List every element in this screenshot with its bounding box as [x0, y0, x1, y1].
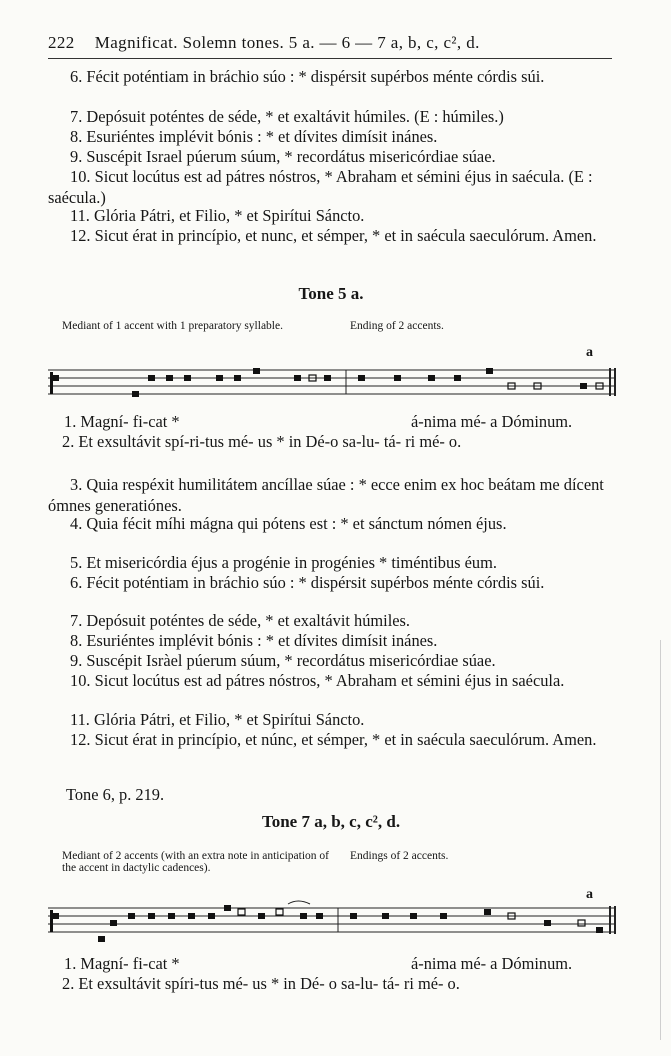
- verse-top-11: 11. Glória Pátri, et Filio, * et Spirítui Sáncto.: [70, 206, 365, 225]
- tone-5a-verse-6: 6. Fécit poténtiam in bráchio súo : * dispérsit supérbos ménte córdis súi.: [70, 573, 545, 592]
- running-title: Magnificat. Solemn tones. 5 a. — 6 — 7 a, b, c, c², d.: [94, 33, 480, 52]
- verse-top-9: 9. Suscépit Israel púerum súum, * recordátus misericórdiae súae.: [70, 147, 496, 166]
- verse-top-6: 6. Fécit poténtiam in bráchio súo : * dispérsit supérbos ménte córdis súi.: [70, 67, 545, 86]
- tone-5a-verse-12: 12. Sicut érat in princípio, et núnc, et sémper, * et in saécula saeculórum. Amen.: [70, 730, 597, 749]
- verse-top-7: 7. Depósuit poténtes de séde, * et exaltávit húmiles. (E : húmiles.): [70, 107, 504, 126]
- tone-7-ending-letter: a: [586, 887, 593, 902]
- tone-7-mediant-note: Mediant of 2 accents (with an extra note in anticipation of the accent in dactylic cadences).: [62, 850, 329, 874]
- tone-5a-verse-4: 4. Quia fécit míhi mágna qui pótens est : * et sánctum nómen éjus.: [70, 514, 507, 533]
- tone-6-reference: Tone 6, p. 219.: [66, 785, 165, 804]
- tone-7-chant-staff: [48, 898, 618, 948]
- verse-top-10: 10. Sicut locútus est ad pátres nóstros, * Abraham et sémini éjus in saécula. (E : saécula.): [48, 167, 593, 207]
- tone-7-line2: 2. Et exsultávit spíri-tus mé- us * in Dé- o sa-lu- tá- ri mé- o.: [62, 974, 460, 993]
- tone-5a-title: Tone 5 a.: [298, 284, 364, 303]
- tone-7-line1-start: 1. Magní- fi-cat *: [64, 954, 180, 973]
- tone-5a-verse-5: 5. Et misericórdia éjus a progénie in progénies * timéntibus éum.: [70, 553, 497, 572]
- tone-5a-line2: 2. Et exsultávit spí-ri-tus mé- us * in Dé-o sa-lu- tá- ri mé- o.: [62, 432, 462, 451]
- verse-top-12: 12. Sicut érat in princípio, et nunc, et sémper, * et in saécula saeculórum. Amen.: [70, 226, 597, 245]
- tone-5a-verse-9: 9. Suscépit Isràel púerum súum, * recordátus misericórdiae súae.: [70, 651, 496, 670]
- tone-5a-verse-11: 11. Glória Pátri, et Filio, * et Spirítui Sáncto.: [70, 710, 365, 729]
- page-number: 222: [48, 33, 75, 52]
- tone-5a-mediant-note: Mediant of 1 accent with 1 preparatory syllable.: [62, 320, 283, 332]
- tone-7-title: Tone 7 a, b, c, c², d.: [261, 812, 401, 831]
- verse-top-8: 8. Esuriéntes implévit bónis : * et dívites dimísit inánes.: [70, 127, 438, 146]
- page-edge-shadow: [660, 640, 661, 1040]
- tone-5a-chant-staff: [48, 364, 618, 410]
- tone-5a-verse-8: 8. Esuriéntes implévit bónis : * et dívites dimísit inánes.: [70, 631, 438, 650]
- tone-5a-verse-3: 3. Quia respéxit humilitátem ancíllae súae : * ecce enim ex hoc beátam me dícent ómnes generatiónes.: [48, 475, 604, 515]
- tone-5a-verse-7: 7. Depósuit poténtes de séde, * et exaltávit húmiles.: [70, 611, 411, 630]
- tone-5a-ending-note: Ending of 2 accents.: [350, 320, 444, 332]
- tone-7-line1-end: á-nima mé- a Dóminum.: [411, 954, 573, 973]
- tone-5a-ending-letter: a: [586, 345, 593, 360]
- header-rule: [48, 58, 612, 59]
- running-header: [48, 33, 632, 53]
- tone-5a-line1-start: 1. Magní- fi-cat *: [64, 412, 180, 431]
- tone-5a-verse-10: 10. Sicut locútus est ad pátres nóstros, * Abraham et sémini éjus in saécula.: [70, 671, 565, 690]
- tone-7-ending-note: Endings of 2 accents.: [350, 850, 449, 862]
- tone-5a-line1-end: á-nima mé- a Dóminum.: [411, 412, 573, 431]
